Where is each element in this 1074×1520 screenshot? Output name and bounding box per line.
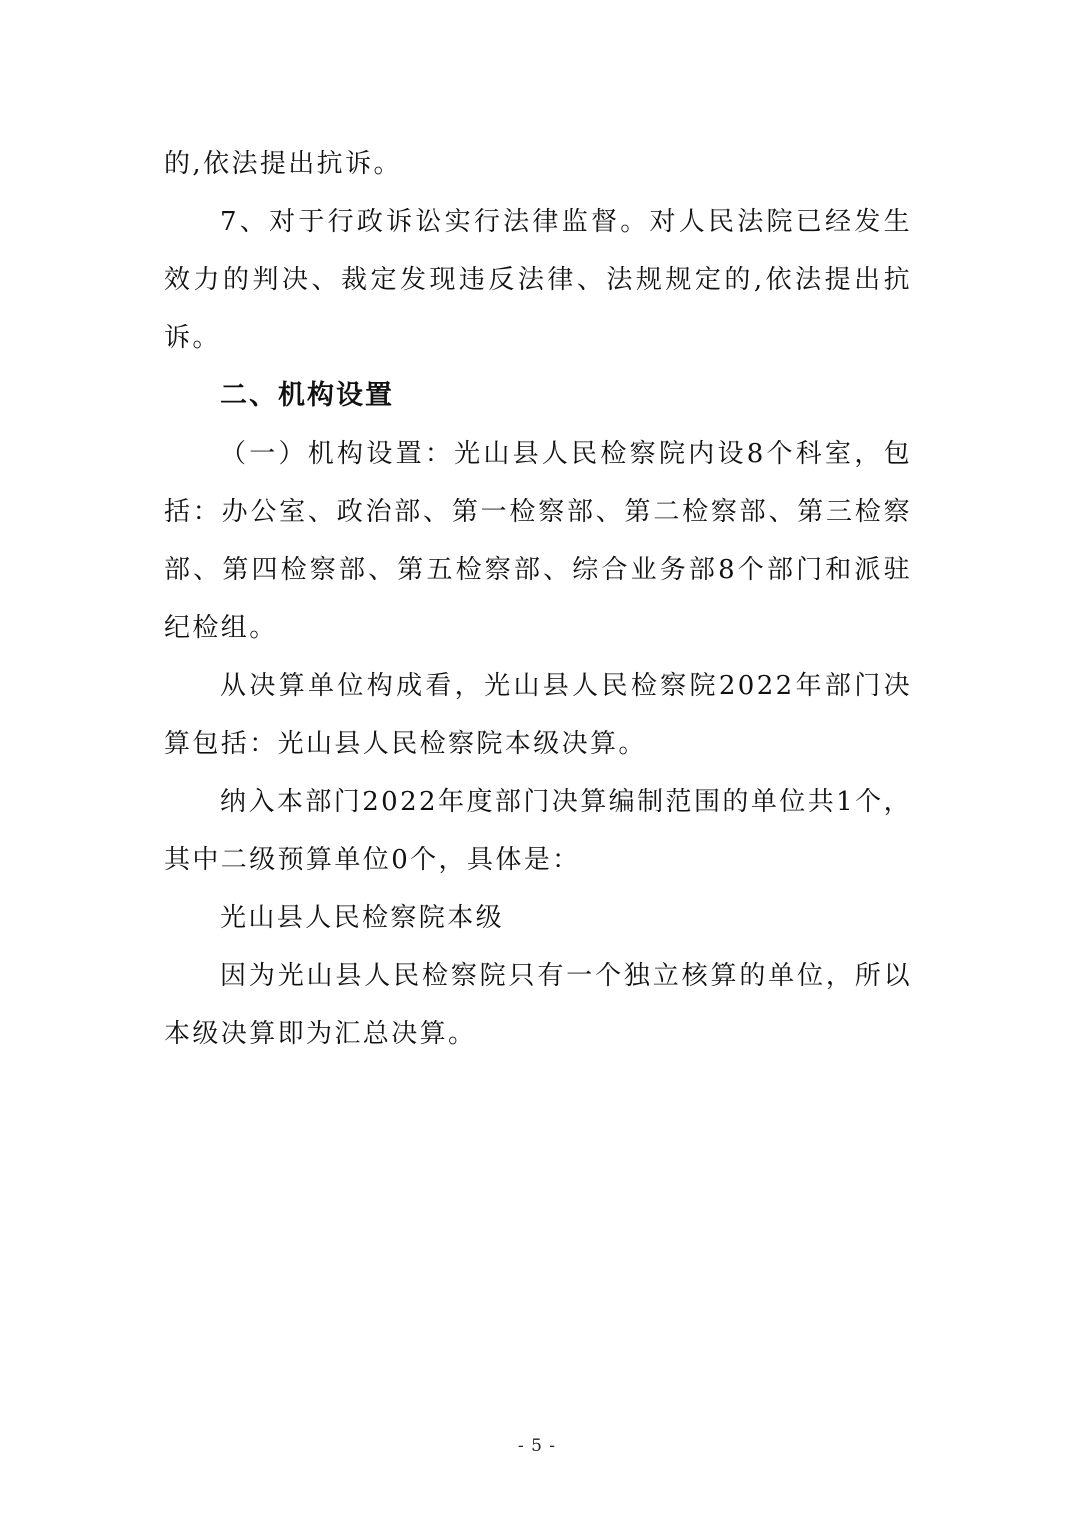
paragraph-budget-units: 从决算单位构成看，光山县人民检察院2022年部门决算包括：光山县人民检察院本级决算。 <box>164 671 912 759</box>
paragraph-unit-count: 纳入本部门2022年度部门决算编制范围的单位共1个，其中二级预算单位0个，具体是： <box>164 787 912 875</box>
document-body <box>164 135 912 1063</box>
paragraph-item-7: 7、对于行政诉讼实行法律监督。对人民法院已经发生效力的判决、裁定发现违反法律、法规规定的,依法提出抗诉。 <box>164 207 912 353</box>
paragraph-institution-setup: （一）机构设置：光山县人民检察院内设8个科室，包括：办公室、政治部、第一检察部、第二检察部、第三检察部、第四检察部、第五检察部、综合业务部8个部门和派驻纪检组。 <box>164 439 912 643</box>
paragraph-continuation: 的,依法提出抗诉。 <box>164 149 402 179</box>
section-heading-institutions: 二、机构设置 <box>220 380 394 411</box>
paragraph-unit-name: 光山县人民检察院本级 <box>220 903 505 933</box>
page-number: - 5 - <box>517 1436 557 1456</box>
paragraph-summary: 因为光山县人民检察院只有一个独立核算的单位，所以本级决算即为汇总决算。 <box>164 961 912 1049</box>
